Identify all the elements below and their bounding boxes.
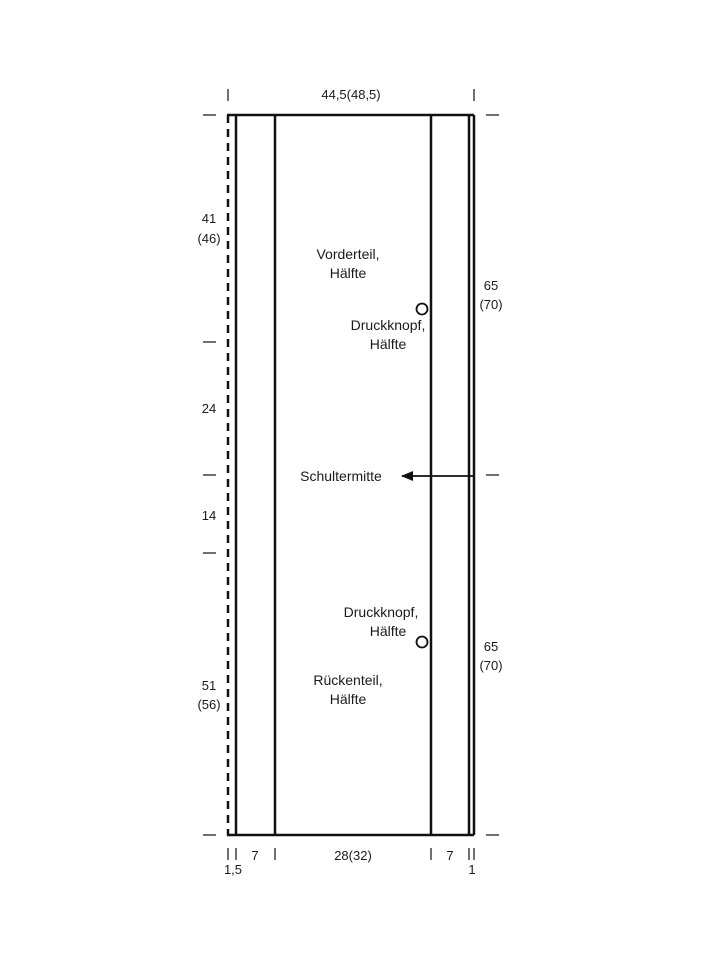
bottom-dim-edge-left: 1,5 [223,862,243,877]
front-label-line2: Hälfte [329,265,367,281]
snap-bottom-line2: Hälfte [369,623,407,639]
bottom-dim-band-right: 7 [446,848,454,863]
top-dimension [228,87,474,102]
snap-bottom-line1: Druckknopf, [343,604,419,620]
left-dim-a2: (46) [197,231,221,246]
snap-top-line2: Hälfte [369,336,407,352]
left-dim-a1: 41 [201,211,217,226]
bottom-dim-edge-right: 1 [468,862,476,877]
bottom-dimensions [224,848,476,877]
front-label-line1: Vorderteil, [316,246,380,262]
front-label [316,246,379,281]
left-dim-d1: 51 [201,678,217,693]
back-label-line2: Hälfte [329,691,367,707]
shoulder-label: Schultermitte [300,468,382,484]
back-label-line1: Rückenteil, [313,672,383,688]
left-dimensions [197,115,220,835]
bottom-dim-band-left: 7 [251,848,259,863]
snap-button-bottom-icon [417,637,428,648]
left-dim-d2: (56) [197,697,221,712]
right-dim-top1: 65 [483,278,499,293]
left-dim-b: 24 [201,401,217,416]
right-dim-bot2: (70) [479,658,503,673]
snap-top [351,304,428,353]
right-dim-top2: (70) [479,297,503,312]
snap-top-line1: Druckknopf, [350,317,426,333]
bottom-dim-center: 28(32) [334,848,372,863]
right-dimensions [479,115,502,835]
right-dim-bot1: 65 [483,639,499,654]
snap-bottom [344,604,428,648]
shoulder-mark [300,468,474,484]
snap-button-top-icon [417,304,428,315]
top-width-label: 44,5(48,5) [321,87,381,102]
left-dim-c: 14 [201,508,217,523]
back-label [313,672,382,707]
